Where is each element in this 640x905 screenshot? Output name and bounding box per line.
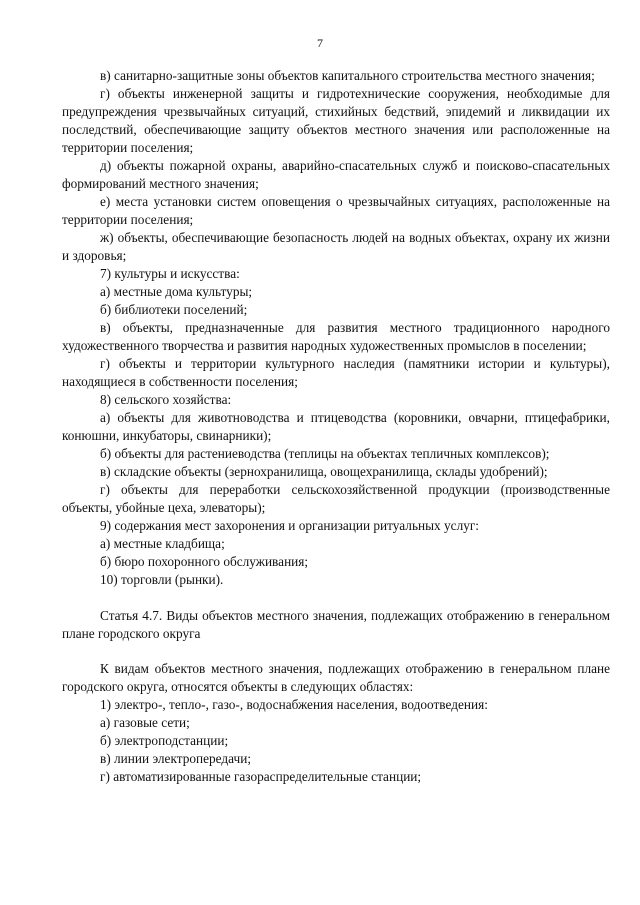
paragraph: д) объекты пожарной охраны, аварийно-спасательных служб и поисково-спасательных формирований местного значения; (62, 158, 610, 191)
article-heading: Статья 4.7. Виды объектов местного значения, подлежащих отображению в генеральном плане городского округа (62, 608, 610, 641)
paragraph: г) объекты инженерной защиты и гидротехнические сооружения, необходимые для предупреждения чрезвычайных ситуаций, стихийных бедствий, эпидемий и ликвидации их последствий, обеспечивающие защиту объектов местного значения или расположенные на территории поселения; (62, 86, 610, 155)
paragraph: б) библиотеки поселений; (100, 302, 248, 317)
paragraph: а) газовые сети; (100, 715, 190, 730)
paragraph: а) объекты для животноводства и птицеводства (коровники, овчарни, птицефабрики, конюшни, инкубаторы, свинарники); (62, 410, 610, 443)
spacer (62, 643, 610, 660)
paragraph: в) линии электропередачи; (100, 751, 252, 766)
paragraph: а) местные дома культуры; (100, 284, 253, 299)
spacer (62, 589, 610, 607)
paragraph: г) объекты и территории культурного наследия (памятники истории и культуры), находящиеся в собственности поселения; (62, 356, 610, 389)
paragraph: а) местные кладбища; (100, 536, 225, 551)
document-body (62, 67, 610, 786)
paragraph: б) электроподстанции; (100, 733, 229, 748)
paragraph: б) объекты для растениеводства (теплицы на объектах тепличных комплексов); (100, 446, 550, 461)
paragraph: 8) сельского хозяйства: (100, 392, 232, 407)
paragraph: в) объекты, предназначенные для развития местного традиционного народного художественного творчества и развития народных художественных промыслов в поселении; (62, 320, 610, 353)
paragraph: 7) культуры и искусства: (100, 266, 240, 281)
paragraph: К видам объектов местного значения, подлежащих отображению в генеральном плане городского округа, относятся объекты в следующих областях: (62, 661, 610, 694)
paragraph: 10) торговли (рынки). (100, 572, 224, 587)
paragraph: г) автоматизированные газораспределительные станции; (100, 769, 422, 784)
page-number: 7 (317, 36, 323, 50)
paragraph: е) места установки систем оповещения о чрезвычайных ситуациях, расположенные на территории поселения; (62, 194, 610, 227)
paragraph: в) складские объекты (зернохранилища, овощехранилища, склады удобрений); (100, 464, 548, 479)
paragraph: 9) содержания мест захоронения и организации ритуальных услуг: (100, 518, 480, 533)
paragraph: б) бюро похоронного обслуживания; (100, 554, 309, 569)
paragraph: ж) объекты, обеспечивающие безопасность людей на водных объектах, охрану их жизни и здоровья; (62, 230, 610, 263)
paragraph: 1) электро-, тепло-, газо-, водоснабжения населения, водоотведения: (100, 697, 488, 712)
paragraph: г) объекты для переработки сельскохозяйственной продукции (производственные объекты, убойные цеха, элеваторы); (62, 482, 610, 515)
paragraph: в) санитарно-защитные зоны объектов капитального строительства местного значения; (100, 68, 595, 83)
